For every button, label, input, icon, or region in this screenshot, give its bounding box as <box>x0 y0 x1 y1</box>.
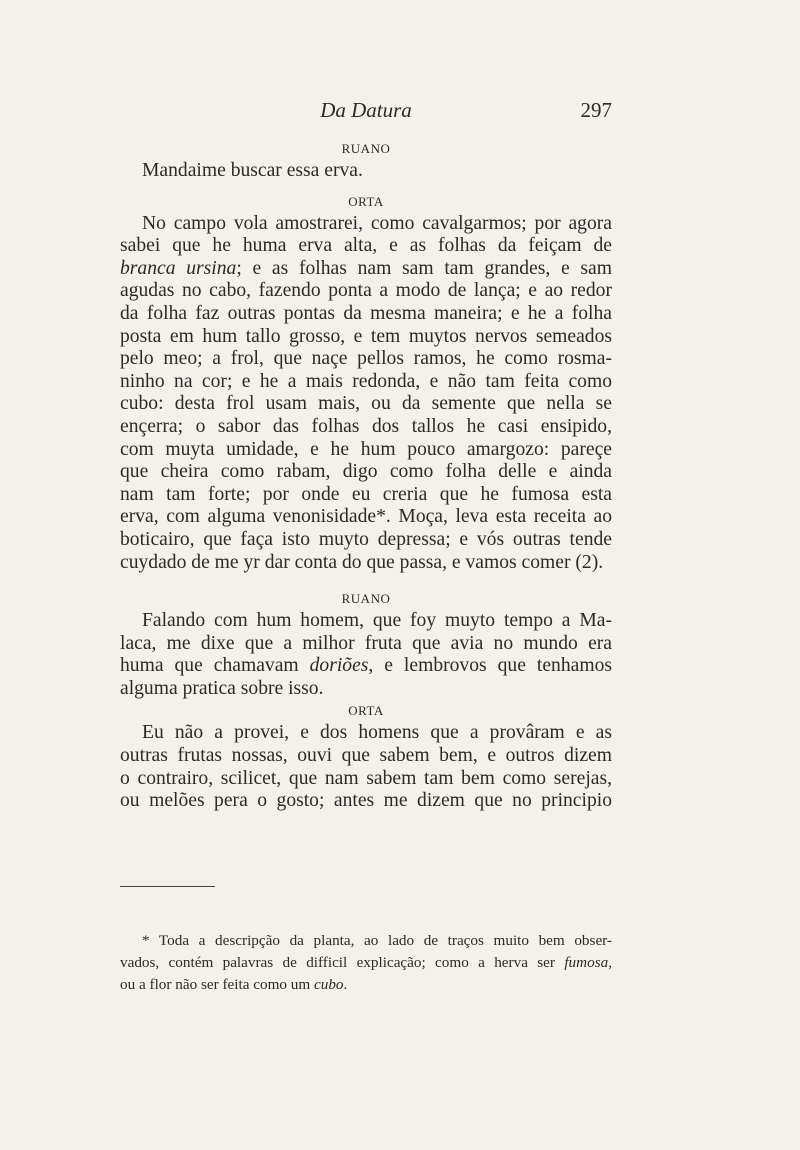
text-line: alguma pratica sobre isso. <box>120 677 324 699</box>
running-title: Da Datura <box>320 98 412 122</box>
text-line: que cheira como rabam, digo como folha delle e ainda <box>120 461 612 483</box>
text-line: pelo meo; a frol, que naçe pellos ramos, he como rosma- <box>120 348 612 370</box>
text-line: ençerra; o sabor das folhas dos tallos he casi ensipido, <box>120 415 612 437</box>
footnote-line: vados, contém palavras de difficil explicação; como a herva ser fumosa, <box>120 954 612 971</box>
page-header <box>120 98 612 128</box>
text-line: com muyta umidade, e he hum pouco amargozo: pareçe <box>120 438 612 460</box>
page-body <box>120 138 612 813</box>
text-line: sabei que he huma erva alta, e as folhas da feiçam de <box>120 235 612 257</box>
text-line: Mandaime buscar essa erva. <box>142 160 363 181</box>
page-number: 297 <box>580 98 612 122</box>
text-line: erva, com alguma venonisidade*. Moça, leva esta receita ao <box>120 506 612 528</box>
footnote-line: ou a flor não ser feita como um cubo. <box>120 976 348 993</box>
speaker-orta: ORTA <box>348 193 384 209</box>
speaker-ruano: RUANO <box>341 591 391 607</box>
text-line: No campo vola amostrarei, como cavalgarmos; por agora <box>142 212 612 234</box>
text-line: cubo: desta frol usam mais, ou da semente que nella se <box>120 393 612 415</box>
text-line: ou melões pera o gosto; antes me dizem que no principio <box>120 790 612 812</box>
text-line: nam tam forte; por onde eu creria que he fumosa esta <box>120 483 612 505</box>
text-line: outras frutas nossas, ouvi que sabem bem, e outros dizem <box>120 745 612 767</box>
text-line: ninho na cor; e he a mais redonda, e não tam feita como <box>120 370 612 392</box>
text-line: laca, me dixe que a milhor fruta que avia no mundo era <box>120 632 612 654</box>
text-line: cuydado de me yr dar conta do que passa, e vamos comer (2). <box>120 551 604 573</box>
text-line: Falando com hum homem, que foy muyto tempo a Ma- <box>142 610 612 632</box>
speaker-ruano: RUANO <box>341 141 391 156</box>
text-line: o contrairo, scilicet, que nam sabem tam bem como serejas, <box>120 767 612 789</box>
text-line: branca ursina; e as folhas nam sam tam grandes, e sam <box>120 257 612 279</box>
text-line: boticairo, que faça isto muyto depressa; e vós outras tende <box>120 528 612 550</box>
footnote-rule <box>120 886 215 887</box>
speaker-orta: ORTA <box>348 703 384 719</box>
footnote-line: * Toda a descripção da planta, ao lado de traços muito bem obser- <box>142 932 612 949</box>
text-line: da folha faz outras pontas da mesma maneira; e he a folha <box>120 302 612 324</box>
text-line: agudas no cabo, fazendo ponta a modo de lança; e ao redor <box>120 280 612 302</box>
text-line: huma que chamavam doriões, e lembrovos que tenhamos <box>120 655 612 677</box>
text-line: posta em hum tallo grosso, e tem muytos nervos semeados <box>120 325 612 347</box>
text-line: Eu não a provei, e dos homens que a provâram e as <box>142 722 612 744</box>
